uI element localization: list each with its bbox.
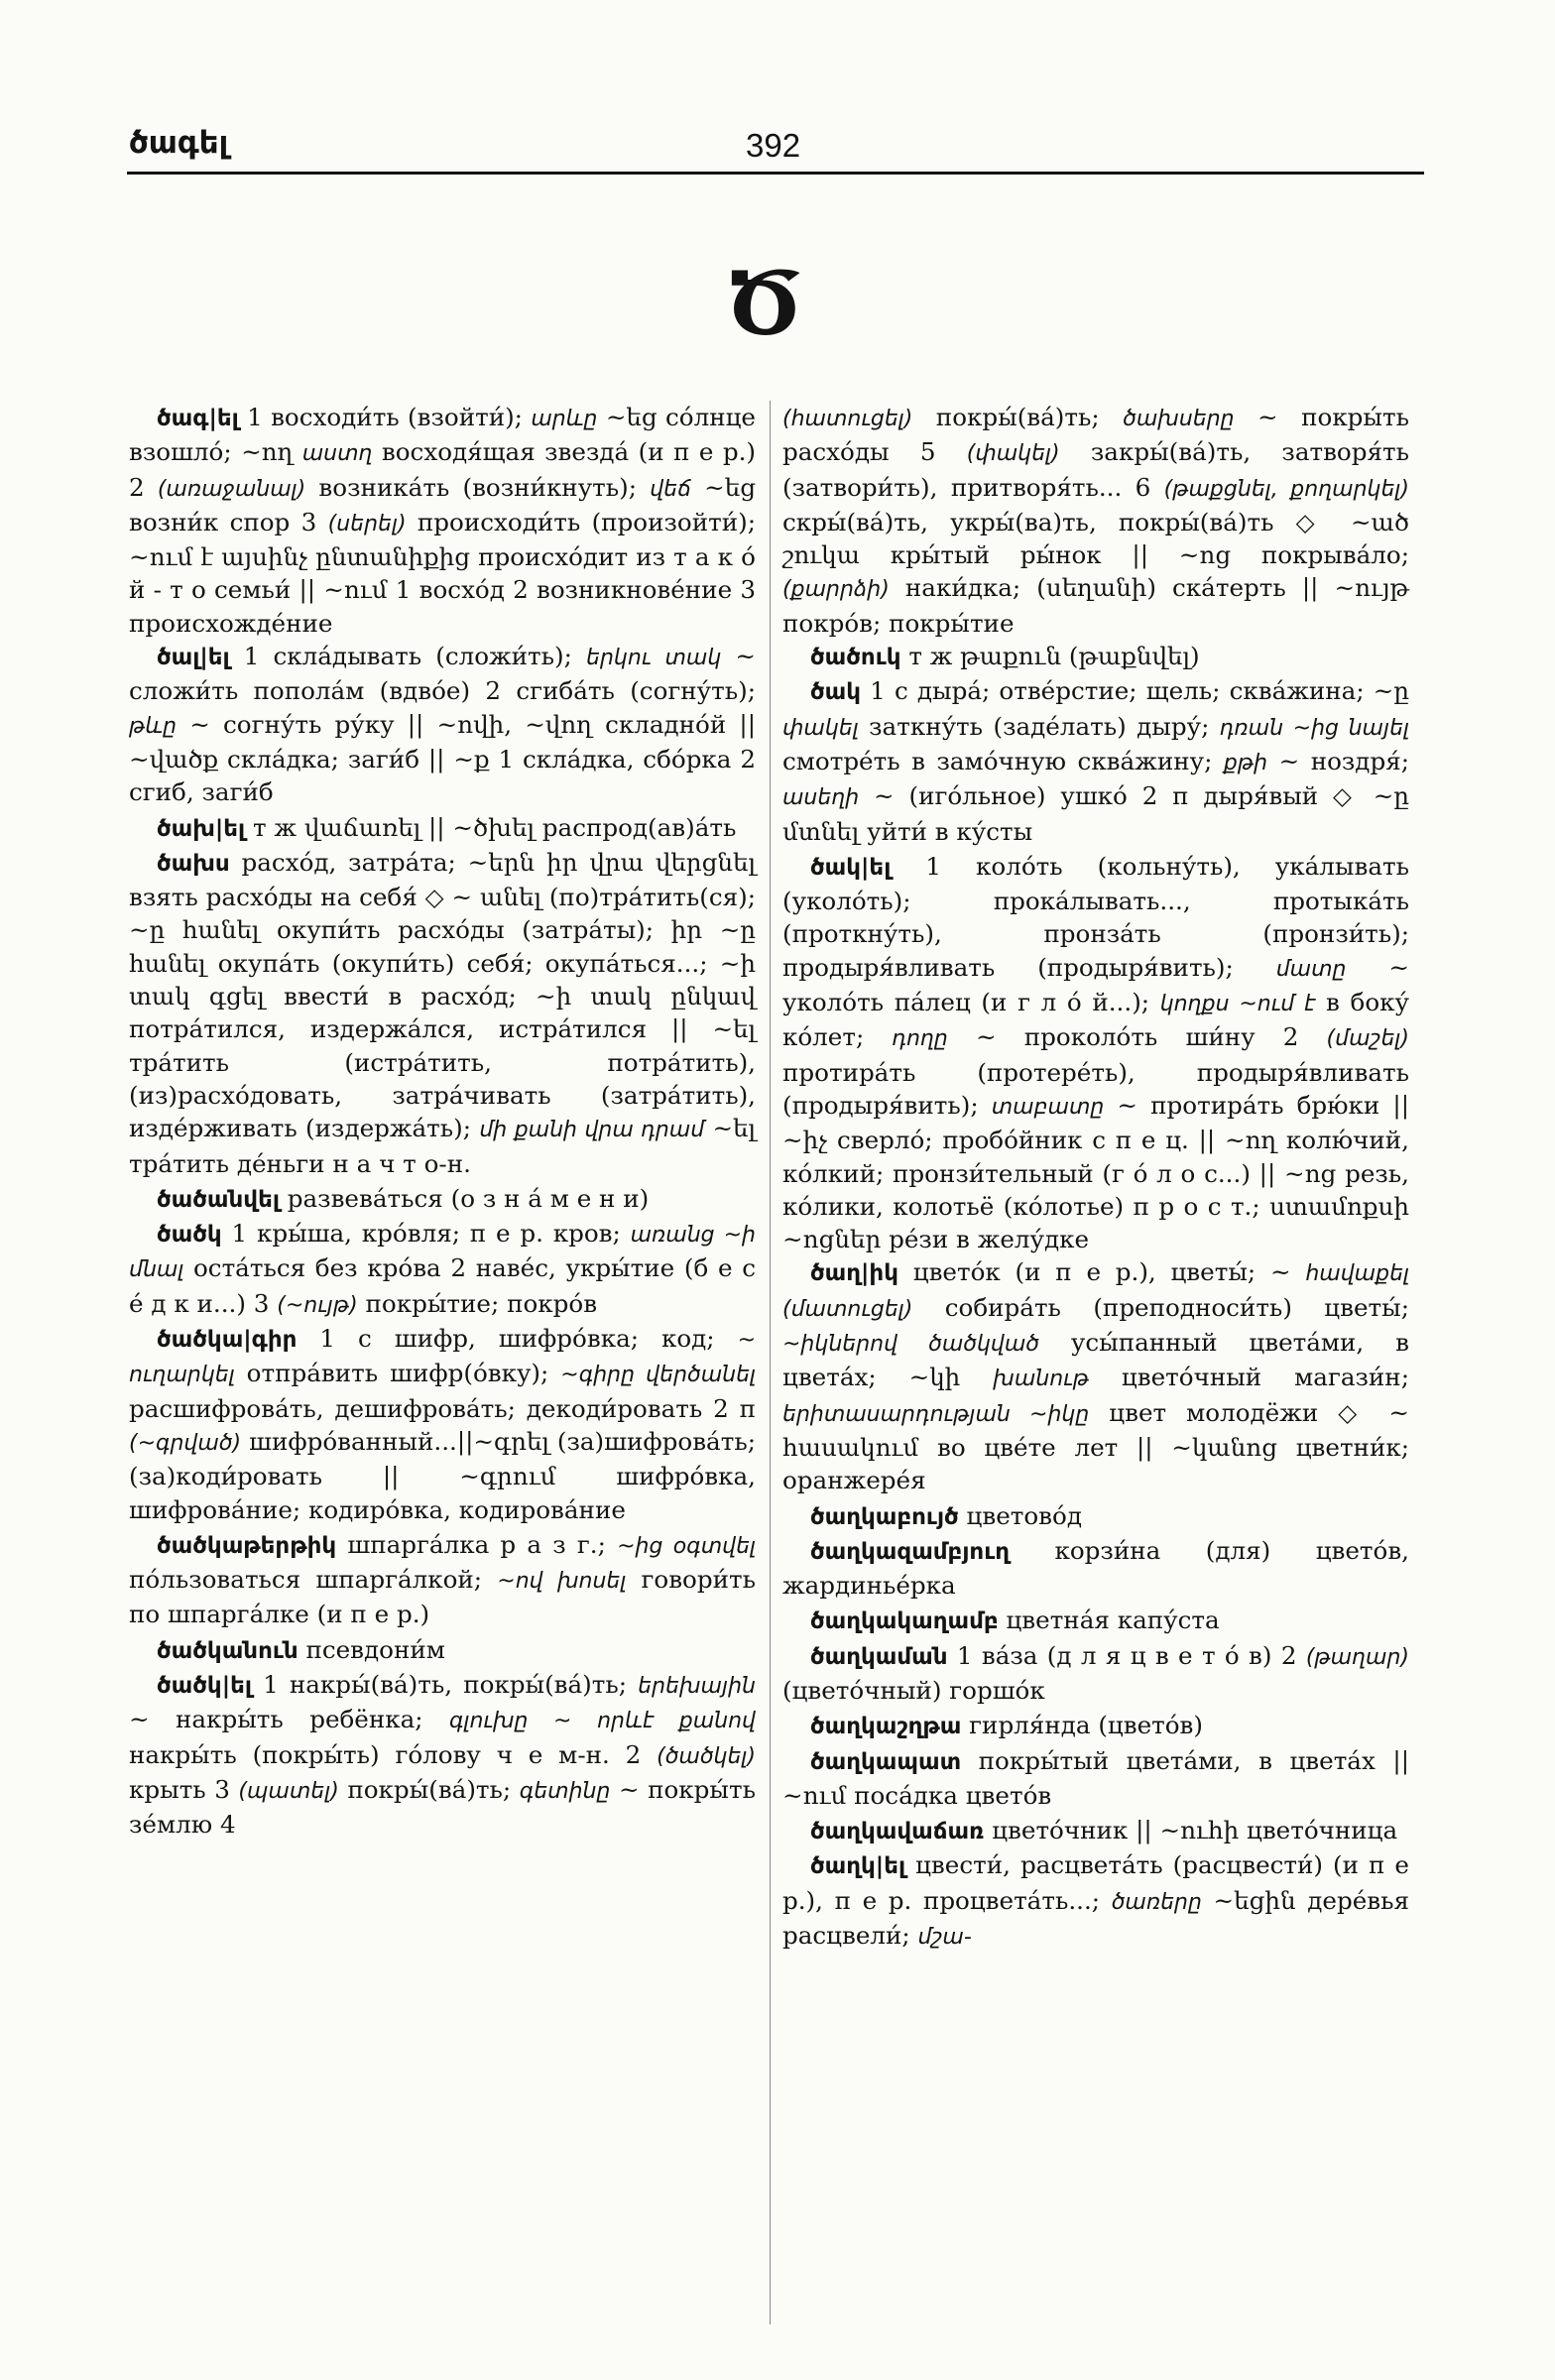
dictionary-entry: ծաղկավաճառ цвето́чник || ~ուհի цвето́чница [810, 1816, 1398, 1845]
right-column [782, 401, 1409, 1954]
section-letter: Ծ [724, 252, 803, 355]
dictionary-entry: ծաղկաման 1 ва́за (д л я ц в е т о́ в) 2 (թաղար) (цвето́чный) горшо́к [782, 1640, 1409, 1705]
dictionary-entry: ծաղկաշղթա гирля́нда (цвето́в) [810, 1711, 1203, 1740]
dictionary-entry: ծախ|ել т ж վաճառել || ~ծխել распрод(ав)а́ть [157, 812, 737, 842]
dictionary-entry: ծածկ|ել 1 накры́(ва́)ть, покры́(ва́)ть; երեխային ~ накры́ть ребёнка; գլուխը ~ որևէ քանով накры́ть (покры́ть) го́лову ч е м-н. 2 (ծածկել) крыть 3 (պատել) покры́(ва́)ть; գետինը ~ покры́ть зе́млю 4 [129, 1669, 757, 1840]
dictionary-entry: ծաղկակաղամբ цветна́я капу́ста [810, 1606, 1220, 1635]
dictionary-entry: ծաղկապատ покры́тый цвета́ми, в цвета́х || ~ում поса́дка цвето́в [782, 1745, 1409, 1810]
dictionary-entry: ծախս расхо́д, затра́та; ~երն իր վրա վերցնել взять расхо́ды на себя́ ◇ ~ անել (по)тра́тить(ся); ~ը հանել окупи́ть расхо́ды (затра́ты); իր ~ը հանել окупа́ть (окупи́ть) себя́; окупа́ться...; ~ի տակ գցել ввести́ в расхо́д; ~ի տակ ընկավ потра́тился, издержа́лся, истра́тился || ~ել тра́тить (истра́тить, потра́тить), (из)расхо́довать, затра́чивать (затра́тить), изде́рживать (издержа́ть); մի քանի վրա դրամ ~ել тра́тить де́ньги н а ч т о-н. [129, 847, 756, 1178]
dictionary-entry: ծածկ 1 кры́ша, кро́вля; п е р. кров; առանց ~ի մնալ оста́ться без кро́ва 2 наве́с, укры́тие (б е с е́ д к и...) 3 (~ույթ) покры́тие; покро́в [129, 1219, 756, 1318]
dictionary-entry: ծածանվել развева́ться (о з н а́ м е н и) [157, 1183, 650, 1213]
dictionary-entry: ծածկանուն псевдони́м [157, 1634, 445, 1664]
dictionary-entry: ծաղկազամբյուղ корзи́на (для) цвето́в, жардинье́рка [782, 1535, 1409, 1601]
dictionary-entry: ծաղկաբույծ цветово́д [810, 1500, 1082, 1530]
dictionary-entry: ծածուկ т ж թաքուն (թաքնվել) [810, 642, 1200, 671]
dictionary-entry: ծաղ|իկ цвето́к (и п е р.), цветы́; ~ հավաքել (մատուցել) собира́ть (преподноси́ть) цветы́; ~իկներով ծածկված усы́панный цвета́ми, в цвета́х; ~կի խանութ цвето́чный магази́н; երիտասարդության ~իկը цвет молодёжи ◇ ~ հասակում во цве́те лет || ~կանոց цветни́к; оранжере́я [782, 1257, 1409, 1495]
left-column [129, 401, 756, 1841]
dictionary-entry: ծակ 1 с дыра́; отве́рстие; щель; сква́жина; ~ը փակել заткну́ть (заде́лать) дыру́; դռան ~ից նայել смотре́ть в замо́чную сква́жину; քթի ~ ноздря́; ասեղի ~ (иго́льное) ушко́ 2 п дыря́вый ◇ ~ը մտնել уйти́ в ку́сты [782, 676, 1409, 846]
dictionary-entry: (հատուցել) покры́(ва́)ть; ծախսերը ~ покры́ть расхо́ды 5 (փակել) закры́(ва́)ть, затворя́ть (затвори́ть), притворя́ть... 6 (թաքցնել, քողարկել) скры́(ва́)ть, укры́(ва)ть, покры́(ва́)ть ◇ ~ած շուկա кры́тый ры́нок || ~ոց покрыва́ло; (քարրձի) наки́дка; (սեղանի) ска́терть || ~ույթ покро́в; покры́тие [782, 403, 1409, 638]
dictionary-entry: ծածկաթերթիկ шпарга́лка р а з г.; ~ից օգտվել по́льзоваться шпарга́лкой; ~ով խոսել говори́ть по шпарга́лке (и п е р.) [129, 1529, 756, 1629]
dictionary-entry: ծաղկ|ել цвести́, расцвета́ть (расцвести́) (и п е р.), п е р. процвета́ть...; ծառերը ~եցին дере́вья расцвели́; մշա- [782, 1850, 1410, 1951]
header-rule [127, 172, 1424, 175]
dictionary-entry: ծակ|ել 1 коло́ть (кольну́ть), ука́лывать (уколо́ть); прока́лывать..., протыка́ть (проткну́ть), пронза́ть (пронзи́ть); продыря́вливать (продыря́вить); մատը ~ уколо́ть па́лец (и г л о́ й...); կողքս ~ում է в боку́ ко́лет; դողը ~ проколо́ть ши́ну 2 (մաշել) протира́ть (протере́ть), продыря́вливать (продыря́вить); տաբատը ~ протира́ть брю́ки || ~իչ сверло́; пробо́йник с п е ц. || ~ող колю́чий, ко́лкий; пронзи́тельный (г о́ л о с...) || ~ոց резь, ко́лики, колотьё (ко́лотье) п р о с т.; ստամոքսի ~ոցներ ре́зи в желу́дке [782, 851, 1410, 1254]
dictionary-entry: ծագ|ել 1 восходи́ть (взойти́); արևը ~եց со́лнце взошло́; ~ող աստղ восходя́щая звезда́ (и п е р.) 2 (առաջանալ) возника́ть (возни́кнуть); վեճ ~եց возни́к спор 3 (սերել) происходи́ть (произойти́); ~ում է այսինչ ընտանիքից происхо́дит из т а к о́ й - т о семьи́ || ~ում 1 восхо́д 2 возникнове́ние 3 происхожде́ние [129, 403, 757, 638]
dictionary-entry: ծածկա|գիր 1 с шифр, шифро́вка; код; ~ ուղարկել отпра́вить шифр(о́вку); ~գիրը վերծանել расшифрова́ть, дешифрова́ть; декоди́ровать 2 п (~գրված) шифро́ванный...||~գրել (за)шифрова́ть; (за)коди́ровать || ~գրում шифро́вка, шифрова́ние; кодиро́вка, кодирова́ние [129, 1324, 756, 1524]
page-number: 392 [746, 127, 801, 164]
running-head: ծագել [129, 125, 229, 161]
dictionary-entry: ծալ|ել 1 скла́дывать (сложи́ть); երկու տակ ~ сложи́ть попола́м (вдво́е) 2 сгиба́ть (согну́ть); թևը ~ согну́ть ру́ку || ~ովի, ~վող складно́й || ~վածք скла́дка; заги́б || ~ք 1 скла́дка, сбо́рка 2 сгиб, заги́б [129, 642, 757, 807]
column-divider [770, 401, 771, 2324]
